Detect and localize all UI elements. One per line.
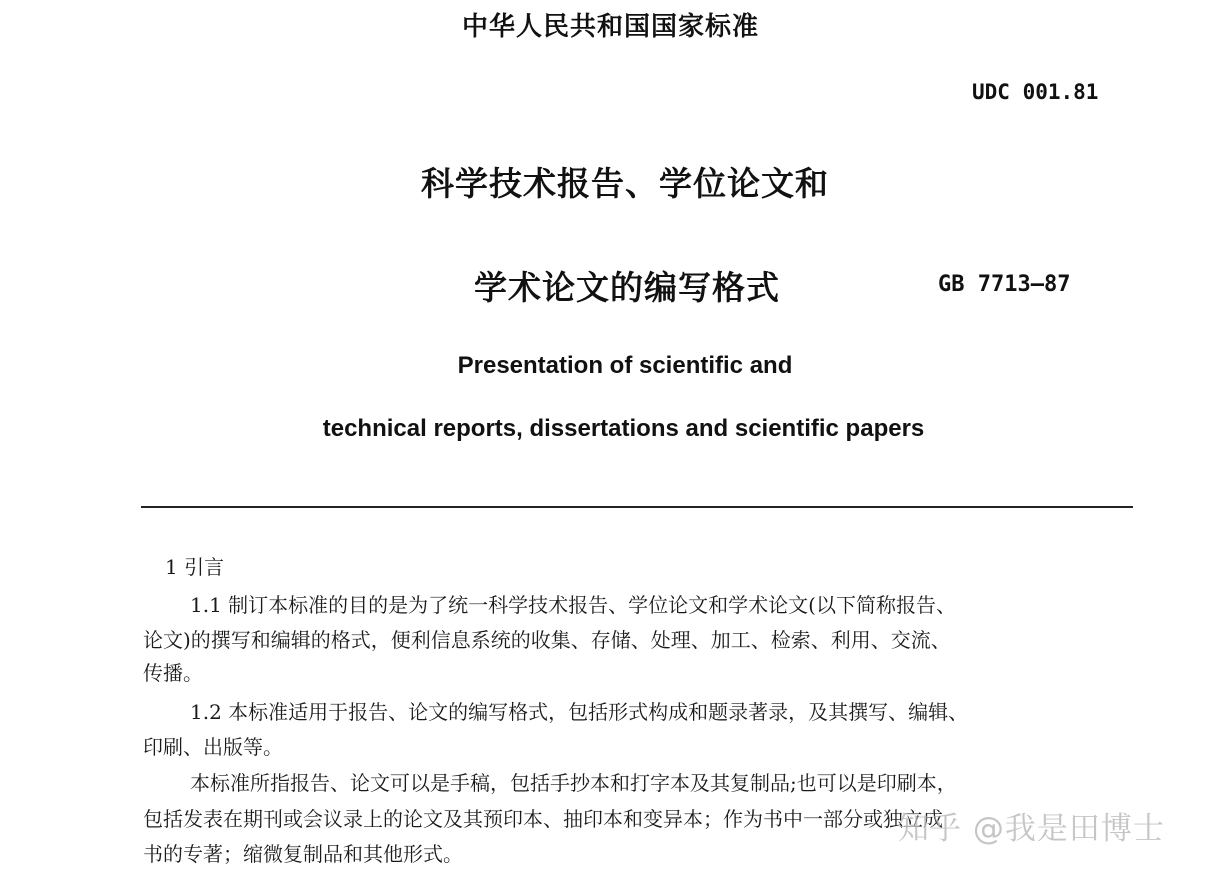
title-chinese-line-2: 学术论文的编写格式	[474, 268, 780, 307]
paragraph-3-line-2: 包括发表在期刊或会议录上的论文及其预印本、抽印本和变异本；作为书中一部分或独立成	[143, 807, 943, 831]
paragraph-1-2-line-2: 印刷、出版等。	[143, 735, 283, 759]
paragraph-1-1-line-2: 论文)的撰写和编辑的格式，便利信息系统的收集、存储、处理、加工、检索、利用、交流、	[143, 628, 951, 652]
paragraph-1-1-line-1: 1.1 制订本标准的目的是为了统一科学技术报告、学位论文和学术论文(以下简称报告、	[190, 593, 956, 617]
title-chinese-line-1: 科学技术报告、学位论文和	[421, 164, 829, 203]
udc-number: UDC 001.81	[972, 80, 1099, 104]
paragraph-1-2-line-1: 1.2 本标准适用于报告、论文的编写格式，包括形式构成和题录著录，及其撰写、编辑、	[190, 700, 969, 724]
paragraph-1-1-line-3: 传播。	[143, 661, 203, 685]
national-standard-header: 中华人民共和国国家标准	[461, 12, 759, 42]
title-english-line-2: technical reports, dissertations and scientific papers	[322, 415, 925, 442]
paragraph-3-line-3: 书的专著；缩微复制品和其他形式。	[143, 842, 463, 866]
header-divider	[141, 506, 1133, 508]
title-english-line-1: Presentation of scientific and	[457, 352, 793, 379]
gb-standard-code: GB 7713—87	[938, 272, 1071, 297]
paragraph-3-line-1: 本标准所指报告、论文可以是手稿，包括手抄本和打字本及其复制品;也可以是印刷本，	[190, 771, 957, 795]
zhihu-watermark: 知乎 @我是田博士	[898, 811, 1165, 847]
section-1-heading: 1 引言	[165, 555, 225, 579]
